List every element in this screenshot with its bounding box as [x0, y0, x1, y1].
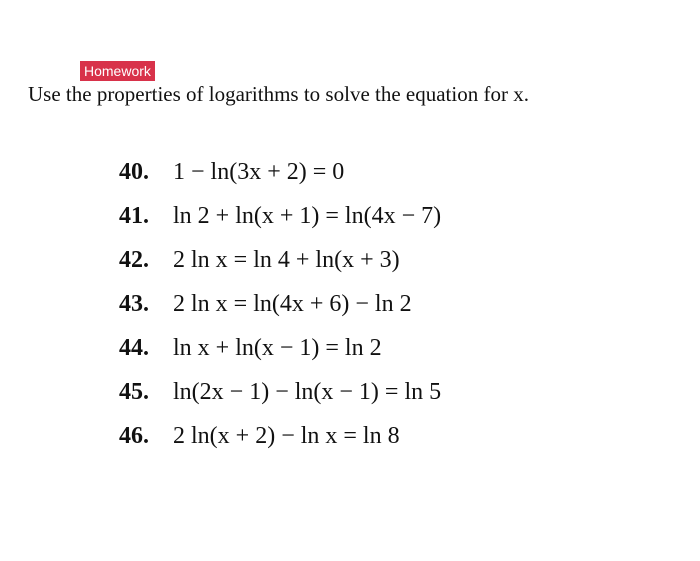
- problem-equation: 1 − ln(3x + 2) = 0: [173, 159, 345, 185]
- problem-number: 44.: [119, 335, 149, 361]
- problem-equation: ln x + ln(x − 1) = ln 2: [173, 335, 382, 361]
- problem-item: [119, 326, 441, 370]
- problem-item: [119, 150, 441, 194]
- problem-number: 40.: [119, 159, 149, 185]
- problem-list: [119, 150, 441, 458]
- problem-number: 46.: [119, 423, 149, 449]
- problem-equation: ln(2x − 1) − ln(x − 1) = ln 5: [173, 379, 442, 405]
- problem-equation: 2 ln x = ln 4 + ln(x + 3): [173, 247, 400, 273]
- problem-number: 43.: [119, 291, 149, 317]
- problem-number: 45.: [119, 379, 149, 405]
- problem-equation: 2 ln x = ln(4x + 6) − ln 2: [173, 291, 412, 317]
- problem-item: [119, 370, 441, 414]
- problem-item: [119, 282, 441, 326]
- instruction-text: Use the properties of logarithms to solve the equation for x.: [28, 82, 529, 106]
- problem-equation: 2 ln(x + 2) − ln x = ln 8: [173, 423, 400, 449]
- problem-number: 42.: [119, 247, 149, 273]
- problem-equation: ln 2 + ln(x + 1) = ln(4x − 7): [173, 203, 442, 229]
- problem-item: [119, 238, 441, 282]
- problem-number: 41.: [119, 203, 149, 229]
- problem-item: [119, 194, 441, 238]
- homework-badge: Homework: [80, 61, 155, 81]
- problem-item: [119, 414, 441, 458]
